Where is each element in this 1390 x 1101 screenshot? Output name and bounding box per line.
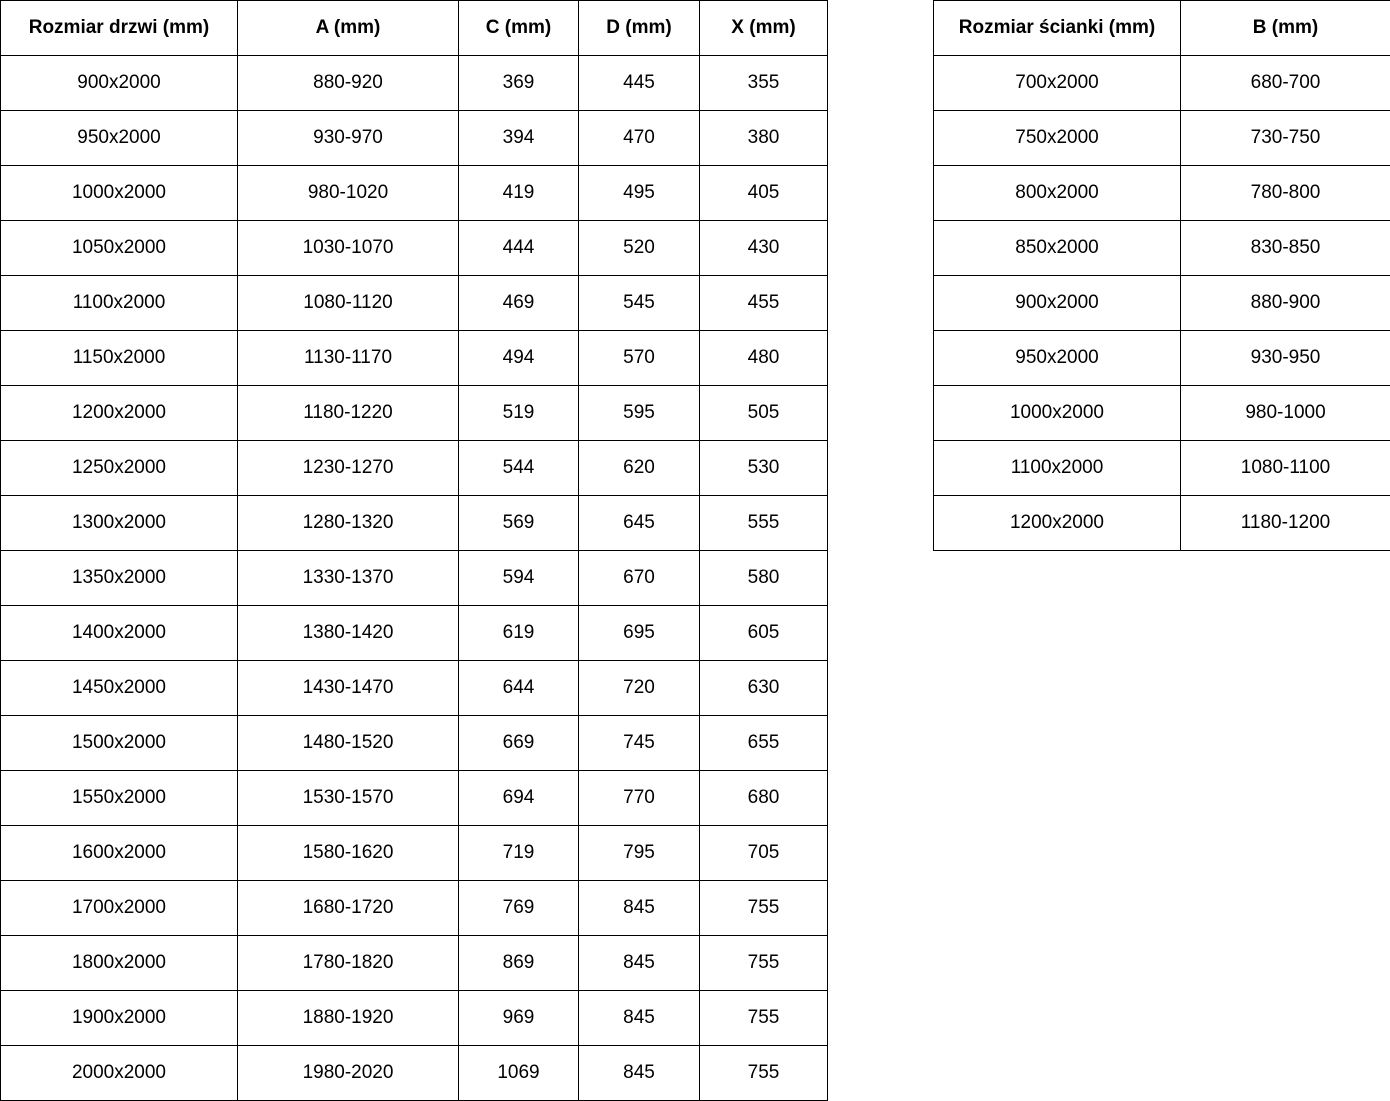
cell-c: 969: [459, 991, 579, 1046]
table-row: [1, 386, 828, 441]
cell-wall-size: 850x2000: [934, 221, 1181, 276]
table-row: [934, 441, 1390, 496]
cell-a: 1030-1070: [238, 221, 459, 276]
cell-d: 445: [579, 56, 700, 111]
cell-b: 730-750: [1181, 111, 1390, 166]
cell-c: 669: [459, 716, 579, 771]
cell-a: 1680-1720: [238, 881, 459, 936]
cell-c: 769: [459, 881, 579, 936]
column-header-door-size: Rozmiar drzwi (mm): [1, 1, 238, 56]
cell-x: 480: [700, 331, 828, 386]
wall-dimensions-table: [933, 0, 1390, 551]
cell-a: 1530-1570: [238, 771, 459, 826]
cell-x: 455: [700, 276, 828, 331]
table-row: [934, 331, 1390, 386]
cell-door-size: 1550x2000: [1, 771, 238, 826]
column-header-wall-size: Rozmiar ścianki (mm): [934, 1, 1181, 56]
cell-wall-size: 950x2000: [934, 331, 1181, 386]
cell-a: 930-970: [238, 111, 459, 166]
cell-door-size: 1450x2000: [1, 661, 238, 716]
cell-d: 495: [579, 166, 700, 221]
cell-x: 755: [700, 936, 828, 991]
cell-wall-size: 900x2000: [934, 276, 1181, 331]
column-header-x: X (mm): [700, 1, 828, 56]
cell-c: 519: [459, 386, 579, 441]
table-row: [1, 166, 828, 221]
cell-door-size: 1050x2000: [1, 221, 238, 276]
cell-x: 580: [700, 551, 828, 606]
column-header-a: A (mm): [238, 1, 459, 56]
table-header-row: [934, 1, 1390, 56]
cell-d: 695: [579, 606, 700, 661]
table-row: [1, 991, 828, 1046]
cell-d: 520: [579, 221, 700, 276]
cell-c: 869: [459, 936, 579, 991]
cell-x: 755: [700, 881, 828, 936]
cell-a: 1380-1420: [238, 606, 459, 661]
cell-a: 880-920: [238, 56, 459, 111]
column-header-b: B (mm): [1181, 1, 1390, 56]
cell-door-size: 2000x2000: [1, 1046, 238, 1101]
cell-a: 980-1020: [238, 166, 459, 221]
cell-door-size: 1250x2000: [1, 441, 238, 496]
cell-a: 1330-1370: [238, 551, 459, 606]
cell-d: 670: [579, 551, 700, 606]
table-row: [934, 56, 1390, 111]
cell-a: 1880-1920: [238, 991, 459, 1046]
table-row: [1, 826, 828, 881]
cell-x: 530: [700, 441, 828, 496]
cell-x: 555: [700, 496, 828, 551]
cell-c: 1069: [459, 1046, 579, 1101]
cell-c: 719: [459, 826, 579, 881]
cell-d: 745: [579, 716, 700, 771]
cell-b: 880-900: [1181, 276, 1390, 331]
cell-d: 645: [579, 496, 700, 551]
cell-a: 1280-1320: [238, 496, 459, 551]
cell-door-size: 1500x2000: [1, 716, 238, 771]
table-row: [1, 56, 828, 111]
cell-door-size: 1000x2000: [1, 166, 238, 221]
cell-c: 544: [459, 441, 579, 496]
table-row: [1, 771, 828, 826]
cell-a: 1430-1470: [238, 661, 459, 716]
cell-door-size: 1700x2000: [1, 881, 238, 936]
cell-wall-size: 750x2000: [934, 111, 1181, 166]
cell-c: 644: [459, 661, 579, 716]
cell-x: 655: [700, 716, 828, 771]
cell-d: 845: [579, 881, 700, 936]
table-row: [934, 386, 1390, 441]
table-row: [1, 716, 828, 771]
cell-door-size: 1800x2000: [1, 936, 238, 991]
cell-d: 720: [579, 661, 700, 716]
cell-c: 569: [459, 496, 579, 551]
cell-x: 755: [700, 1046, 828, 1101]
cell-x: 630: [700, 661, 828, 716]
cell-door-size: 1300x2000: [1, 496, 238, 551]
table-row: [1, 606, 828, 661]
cell-d: 545: [579, 276, 700, 331]
cell-d: 795: [579, 826, 700, 881]
cell-c: 619: [459, 606, 579, 661]
cell-c: 419: [459, 166, 579, 221]
table-row: [934, 276, 1390, 331]
table-header-row: [1, 1, 828, 56]
cell-door-size: 900x2000: [1, 56, 238, 111]
table-row: [1, 551, 828, 606]
cell-b: 680-700: [1181, 56, 1390, 111]
cell-c: 494: [459, 331, 579, 386]
cell-door-size: 1150x2000: [1, 331, 238, 386]
table-row: [1, 276, 828, 331]
cell-x: 605: [700, 606, 828, 661]
cell-d: 595: [579, 386, 700, 441]
table-row: [1, 221, 828, 276]
cell-wall-size: 700x2000: [934, 56, 1181, 111]
cell-wall-size: 1100x2000: [934, 441, 1181, 496]
cell-a: 1980-2020: [238, 1046, 459, 1101]
cell-a: 1580-1620: [238, 826, 459, 881]
cell-door-size: 1100x2000: [1, 276, 238, 331]
column-header-d: D (mm): [579, 1, 700, 56]
table-row: [1, 331, 828, 386]
cell-d: 620: [579, 441, 700, 496]
cell-a: 1480-1520: [238, 716, 459, 771]
table-row: [1, 1046, 828, 1101]
cell-d: 570: [579, 331, 700, 386]
cell-wall-size: 1200x2000: [934, 496, 1181, 551]
cell-c: 444: [459, 221, 579, 276]
cell-d: 845: [579, 991, 700, 1046]
table-row: [1, 661, 828, 716]
cell-x: 405: [700, 166, 828, 221]
table-row: [934, 111, 1390, 166]
cell-door-size: 1400x2000: [1, 606, 238, 661]
cell-b: 1080-1100: [1181, 441, 1390, 496]
table-row: [1, 111, 828, 166]
cell-d: 845: [579, 1046, 700, 1101]
column-header-c: C (mm): [459, 1, 579, 56]
cell-door-size: 1200x2000: [1, 386, 238, 441]
cell-door-size: 1900x2000: [1, 991, 238, 1046]
cell-door-size: 950x2000: [1, 111, 238, 166]
cell-c: 594: [459, 551, 579, 606]
table-row: [934, 166, 1390, 221]
table-row: [1, 936, 828, 991]
cell-x: 380: [700, 111, 828, 166]
cell-b: 930-950: [1181, 331, 1390, 386]
cell-b: 1180-1200: [1181, 496, 1390, 551]
cell-b: 780-800: [1181, 166, 1390, 221]
cell-b: 830-850: [1181, 221, 1390, 276]
cell-a: 1180-1220: [238, 386, 459, 441]
cell-d: 770: [579, 771, 700, 826]
cell-d: 845: [579, 936, 700, 991]
cell-b: 980-1000: [1181, 386, 1390, 441]
cell-c: 469: [459, 276, 579, 331]
cell-wall-size: 1000x2000: [934, 386, 1181, 441]
cell-x: 680: [700, 771, 828, 826]
cell-x: 505: [700, 386, 828, 441]
cell-x: 430: [700, 221, 828, 276]
cell-a: 1230-1270: [238, 441, 459, 496]
cell-x: 355: [700, 56, 828, 111]
table-row: [1, 496, 828, 551]
cell-a: 1080-1120: [238, 276, 459, 331]
cell-c: 394: [459, 111, 579, 166]
cell-c: 694: [459, 771, 579, 826]
table-row: [1, 441, 828, 496]
cell-a: 1780-1820: [238, 936, 459, 991]
cell-d: 470: [579, 111, 700, 166]
cell-wall-size: 800x2000: [934, 166, 1181, 221]
cell-x: 755: [700, 991, 828, 1046]
table-row: [934, 221, 1390, 276]
cell-x: 705: [700, 826, 828, 881]
cell-a: 1130-1170: [238, 331, 459, 386]
cell-door-size: 1350x2000: [1, 551, 238, 606]
cell-c: 369: [459, 56, 579, 111]
cell-door-size: 1600x2000: [1, 826, 238, 881]
table-row: [934, 496, 1390, 551]
table-row: [1, 881, 828, 936]
